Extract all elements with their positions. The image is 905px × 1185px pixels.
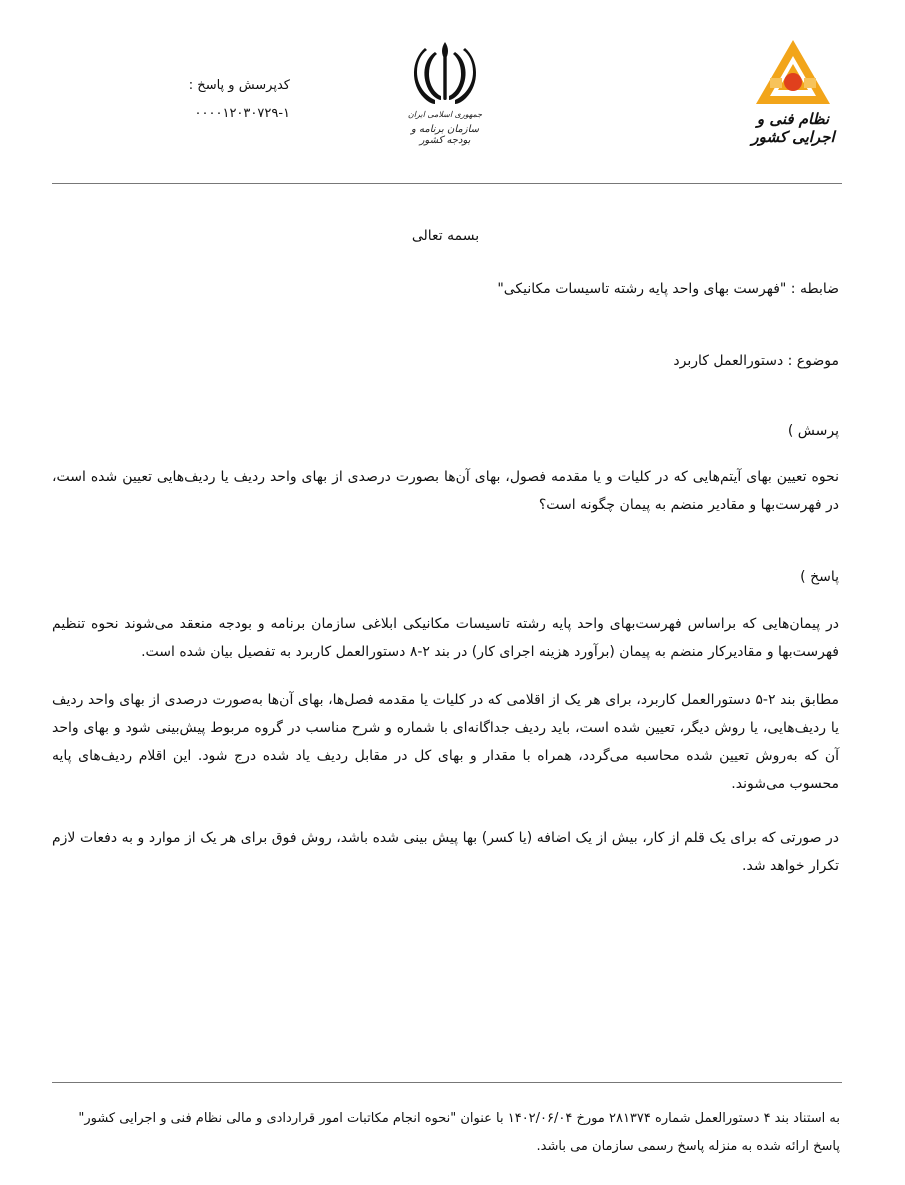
organization-logo — [738, 38, 848, 148]
question-text: نحوه تعیین بهای آیتم‌هایی که در کلیات و یا مقدمه فصول، بهای آن‌ها بصورت درصدی از بهای واحد ردیف یا ردیف‌هایی تعیین شده است، در فهرست‌بها و مقادیر منضم به پیمان چگونه است؟ — [52, 469, 839, 513]
answer-paragraph-1: در پیمان‌هایی که براساس فهرست‌بهای واحد پایه رشته تاسیسات مکانیکی ابلاغی سازمان برنامه و بودجه منعقد می‌شوند نحوه تنظیم فهرست‌بها و مقادیرکار منضم به پیمان (برآورد هزینه اجرای کار) در بند ۲-۸ دستورالعمل کاربرد به تفصیل بیان شده است. — [52, 616, 839, 660]
answer-paragraph-3: در صورتی که برای یک قلم از کار، بیش از یک اضافه (یا کسر) بها پیش بینی شده باشد، روش فوق برای هر یک از موارد و به دفعات لازم تکرار خواهد شد. — [52, 830, 839, 874]
emblem-caption-country: جمهوری اسلامی ایران — [407, 110, 483, 119]
header-divider — [52, 183, 842, 184]
question-code-value: ۰۰۰۰۱۲۰۳۰۷۲۹-۱ — [194, 106, 290, 121]
emblem-caption-organization: سازمان برنامه و بودجه کشور — [410, 124, 480, 146]
answer-label: پاسخ ) — [800, 569, 839, 585]
regulation-title: ضابطه : "فهرست بهای واحد پایه رشته تاسیسات مکانیکی" — [497, 281, 839, 297]
question-code — [150, 72, 290, 128]
emblem-icon — [408, 38, 482, 108]
question-label: پرسش ) — [787, 423, 839, 439]
logo-caption: نظام فنی و اجرایی کشور — [751, 110, 835, 146]
answer-paragraph-2: مطابق بند ۲-۵ دستورالعمل کاربرد، برای هر یک از اقلامی که در کلیات یا مقدمه فصل‌ها، بهای آن‌ها به‌صورت درصدی از بهای واحد ردیف یا ردیف‌هایی، یا روش دیگر، تعیین شده است، باید ردیف جداگانه‌ای با شماره و شرح مناسب در گروه مربوط پیش‌بینی شود و بهای واحد آن که به‌روش تعیین شده محاسبه می‌گردد، همراه با مقدار و بهای کل در مقابل ردیف یاد شده درج شود. این اقلام ردیف‌های پایه محسوب می‌شوند. — [52, 692, 839, 792]
footer-note: به استناد بند ۴ دستورالعمل شماره ۲۸۱۳۷۴ مورخ ۱۴۰۲/۰۶/۰۴ با عنوان "نحوه انجام مکاتبات امور قراردادی و مالی نظام فنی و اجرایی کشور" پاسخ ارائه شده به منزله پاسخ رسمی سازمان می باشد. — [78, 1111, 840, 1154]
footer-divider — [52, 1082, 842, 1083]
bismillah-heading: بسمه تعالی — [411, 228, 480, 244]
national-emblem — [400, 38, 490, 158]
technical-system-logo-icon — [750, 38, 836, 108]
subject-line: موضوع : دستورالعمل کاربرد — [673, 353, 839, 369]
question-code-label: کدپرسش و پاسخ : — [188, 78, 290, 93]
